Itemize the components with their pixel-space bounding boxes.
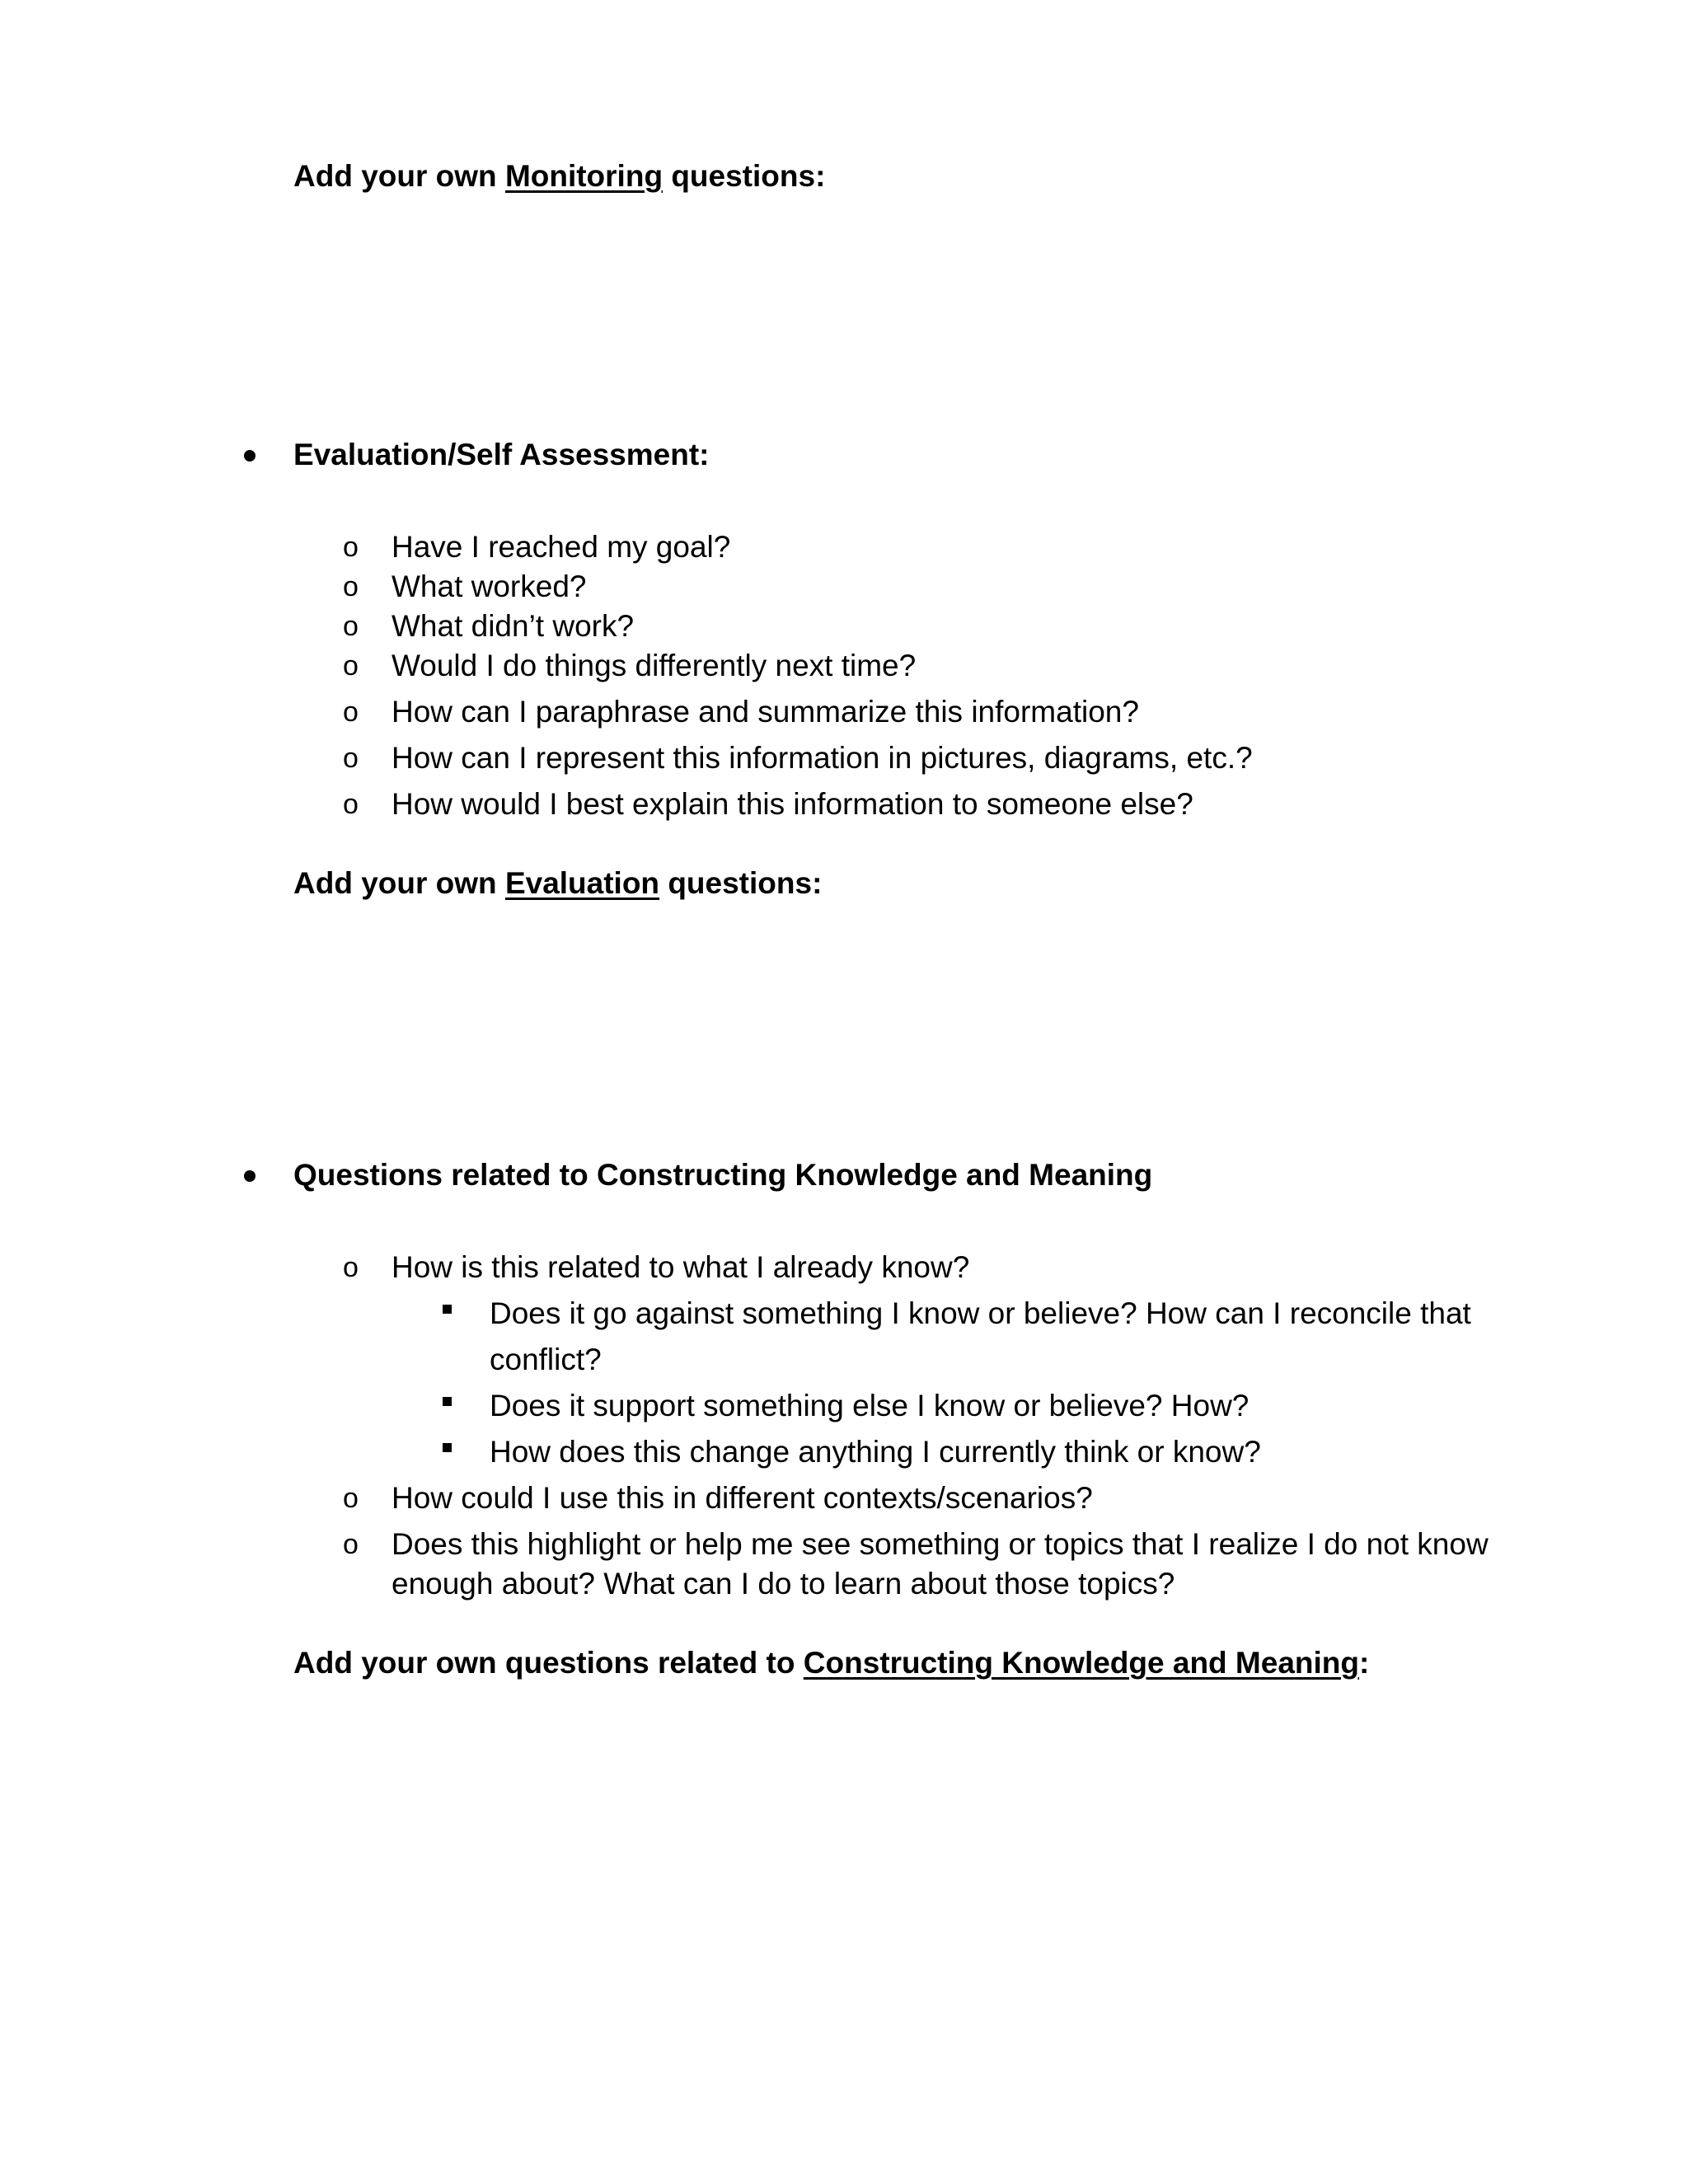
list-item: Have I reached my goal?: [392, 530, 731, 564]
square-bullet-icon: [443, 1397, 452, 1406]
evaluation-heading: Evaluation/Self Assessment:: [293, 438, 710, 471]
constructing-heading: Questions related to Constructing Knowledge and Meaning: [293, 1158, 1153, 1192]
list-item: How could I use this in different contexts/scenarios?: [392, 1481, 1093, 1515]
constructing-prompt-underlined: Constructing Knowledge and Meaning: [803, 1646, 1359, 1680]
evaluation-prompt-underlined: Evaluation: [504, 866, 660, 900]
monitoring-prompt-underlined: Monitoring: [504, 159, 663, 193]
list-item: Does this highlight or help me see something or topics that I realize I do not know: [392, 1527, 1489, 1561]
constructing-prompt-prefix: Add your own questions related to: [293, 1646, 804, 1680]
list-item: Would I do things differently next time?: [392, 649, 917, 682]
list-item: How would I best explain this information to someone else?: [392, 787, 1193, 821]
list-marker-icon: o: [343, 650, 359, 682]
sub-list-item: How does this change anything I currently think or know?: [490, 1435, 1261, 1469]
sub-list-item: Does it support something else I know or believe? How?: [490, 1389, 1250, 1422]
constructing-prompt: [293, 1643, 1369, 1683]
list-marker-icon: o: [343, 1529, 359, 1560]
list-marker-icon: o: [343, 1483, 359, 1514]
evaluation-prompt-suffix: questions:: [659, 866, 823, 900]
sub-list-item-continuation: conflict?: [490, 1343, 602, 1376]
list-marker-icon: o: [343, 1252, 359, 1283]
constructing-bullet-icon: [244, 1170, 256, 1182]
constructing-prompt-suffix: :: [1359, 1646, 1370, 1680]
sub-list-item: Does it go against something I know or believe? How can I reconcile that: [490, 1296, 1471, 1330]
monitoring-prompt: [293, 157, 825, 196]
list-item: What didn’t work?: [392, 609, 635, 643]
list-marker-icon: o: [343, 611, 359, 642]
evaluation-prompt: [293, 864, 822, 903]
list-item: What worked?: [392, 569, 587, 603]
list-item: How can I paraphrase and summarize this information?: [392, 695, 1139, 729]
evaluation-prompt-prefix: Add your own: [293, 866, 505, 900]
evaluation-bullet-icon: [244, 450, 256, 462]
monitoring-prompt-suffix: questions:: [663, 159, 826, 193]
monitoring-prompt-prefix: Add your own: [293, 159, 505, 193]
square-bullet-icon: [443, 1443, 452, 1452]
list-item-continuation: enough about? What can I do to learn about those topics?: [392, 1567, 1175, 1601]
list-marker-icon: o: [343, 571, 359, 602]
list-marker-icon: o: [343, 789, 359, 820]
list-marker-icon: o: [343, 696, 359, 728]
square-bullet-icon: [443, 1305, 452, 1314]
list-item: How can I represent this information in pictures, diagrams, etc.?: [392, 741, 1253, 775]
list-marker-icon: o: [343, 743, 359, 774]
list-item: How is this related to what I already know?: [392, 1250, 970, 1284]
list-marker-icon: o: [343, 532, 359, 563]
